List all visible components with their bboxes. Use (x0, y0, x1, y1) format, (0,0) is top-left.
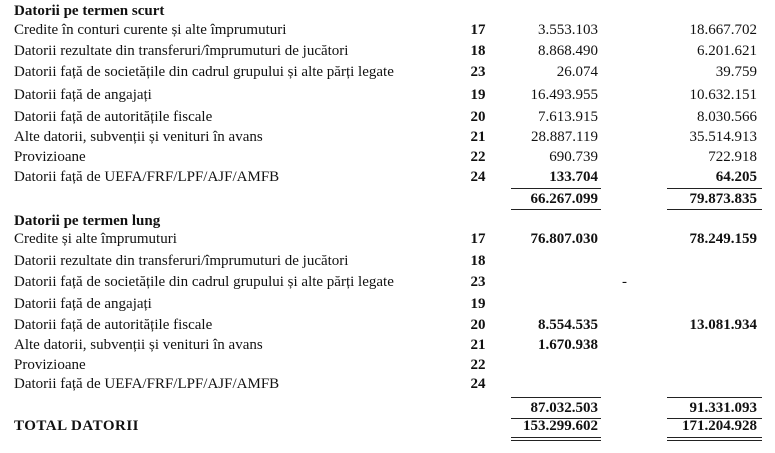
subtotal-rule (511, 209, 601, 210)
total-double-rule (511, 437, 601, 438)
table-row (0, 127, 775, 147)
row-value-previous: 722.918 (708, 149, 757, 165)
table-row (0, 147, 775, 167)
row-label: Datorii față de UEFA/FRF/LPF/AJF/AMFB (14, 376, 280, 392)
table-row (0, 229, 775, 249)
row-value-current: 76.807.030 (530, 231, 598, 247)
row-label: Alte datorii, subvenții și venituri în avans (14, 129, 263, 145)
subtotal-previous: 79.873.835 (689, 191, 757, 207)
row-value-current: 7.613.915 (538, 109, 598, 125)
row-note: 17 (470, 231, 486, 247)
row-note: 19 (470, 87, 486, 103)
row-value-previous: 13.081.934 (689, 317, 757, 333)
long-term-subtotal-row (0, 398, 775, 418)
table-row (0, 85, 775, 105)
table-row (0, 355, 775, 375)
long-term-heading: Datorii pe termen lung (14, 213, 161, 229)
total-double-rule (511, 440, 601, 441)
row-label: Provizioane (14, 357, 86, 373)
row-value-previous: 35.514.913 (689, 129, 757, 145)
row-value-current: 3.553.103 (538, 22, 598, 38)
row-note: 22 (470, 357, 486, 373)
row-value-current: 690.739 (549, 149, 598, 165)
table-row (0, 62, 775, 82)
row-note: 18 (470, 43, 486, 59)
row-note: 23 (470, 274, 486, 290)
row-note: 24 (470, 169, 486, 185)
table-row (0, 107, 775, 127)
table-row (0, 251, 775, 271)
row-note: 17 (470, 22, 486, 38)
row-value-previous: 39.759 (715, 64, 757, 80)
subtotal-current: 66.267.099 (530, 191, 598, 207)
short-term-subtotal-row (0, 189, 775, 209)
row-value-previous: 78.249.159 (689, 231, 757, 247)
row-value-previous: 8.030.566 (697, 109, 757, 125)
total-label: TOTAL DATORII (14, 418, 140, 434)
row-value-current: 133.704 (549, 169, 598, 185)
row-value-current: 1.670.938 (538, 337, 598, 353)
row-value-current: 26.074 (556, 64, 598, 80)
row-label: Credite în conturi curente și alte împrumuturi (14, 22, 287, 38)
row-label: Alte datorii, subvenții și venituri în avans (14, 337, 263, 353)
row-value-previous: 10.632.151 (689, 87, 757, 103)
row-label: Datorii față de autoritățile fiscale (14, 317, 213, 333)
total-double-rule (667, 437, 762, 438)
table-row (0, 41, 775, 61)
row-label: Datorii rezultate din transferuri/împrumuturi de jucători (14, 253, 349, 269)
row-note: 21 (470, 129, 486, 145)
row-label: Datorii față de angajați (14, 296, 152, 312)
row-label: Provizioane (14, 149, 86, 165)
table-row (0, 335, 775, 355)
table-row (0, 167, 775, 187)
row-note: 24 (470, 376, 486, 392)
row-value-current: 28.887.119 (531, 129, 598, 145)
row-note: 19 (470, 296, 486, 312)
row-value-current: 8.554.535 (538, 317, 598, 333)
table-row (0, 315, 775, 335)
row-value-previous: 18.667.702 (689, 22, 757, 38)
row-label: Datorii față de autoritățile fiscale (14, 109, 213, 125)
row-label: Credite și alte împrumuturi (14, 231, 177, 247)
row-value-previous: 6.201.621 (697, 43, 757, 59)
table-row (0, 20, 775, 40)
row-value-previous: 64.205 (715, 169, 757, 185)
row-label: Datorii față de angajați (14, 87, 152, 103)
total-double-rule (667, 440, 762, 441)
row-value-previous: - (622, 274, 627, 290)
total-current: 153.299.602 (523, 418, 598, 434)
row-label: Datorii față de societățile din cadrul grupului și alte părți legate (14, 64, 394, 80)
row-value-current: 16.493.955 (530, 87, 598, 103)
row-note: 20 (470, 109, 486, 125)
row-label: Datorii față de societățile din cadrul grupului și alte părți legate (14, 274, 394, 290)
row-note: 18 (470, 253, 486, 269)
row-label: Datorii față de UEFA/FRF/LPF/AJF/AMFB (14, 169, 280, 185)
total-row (0, 416, 775, 436)
short-term-heading: Datorii pe termen scurt (14, 3, 165, 19)
row-label: Datorii rezultate din transferuri/împrumuturi de jucători (14, 43, 349, 59)
row-note: 22 (470, 149, 486, 165)
subtotal-previous: 91.331.093 (689, 400, 757, 416)
row-note: 23 (470, 64, 486, 80)
subtotal-current: 87.032.503 (530, 400, 598, 416)
row-value-current: 8.868.490 (538, 43, 598, 59)
table-row (0, 294, 775, 314)
row-note: 21 (470, 337, 486, 353)
table-row (0, 272, 775, 292)
row-note: 20 (470, 317, 486, 333)
table-row (0, 374, 775, 394)
total-previous: 171.204.928 (682, 418, 757, 434)
subtotal-rule (667, 209, 762, 210)
